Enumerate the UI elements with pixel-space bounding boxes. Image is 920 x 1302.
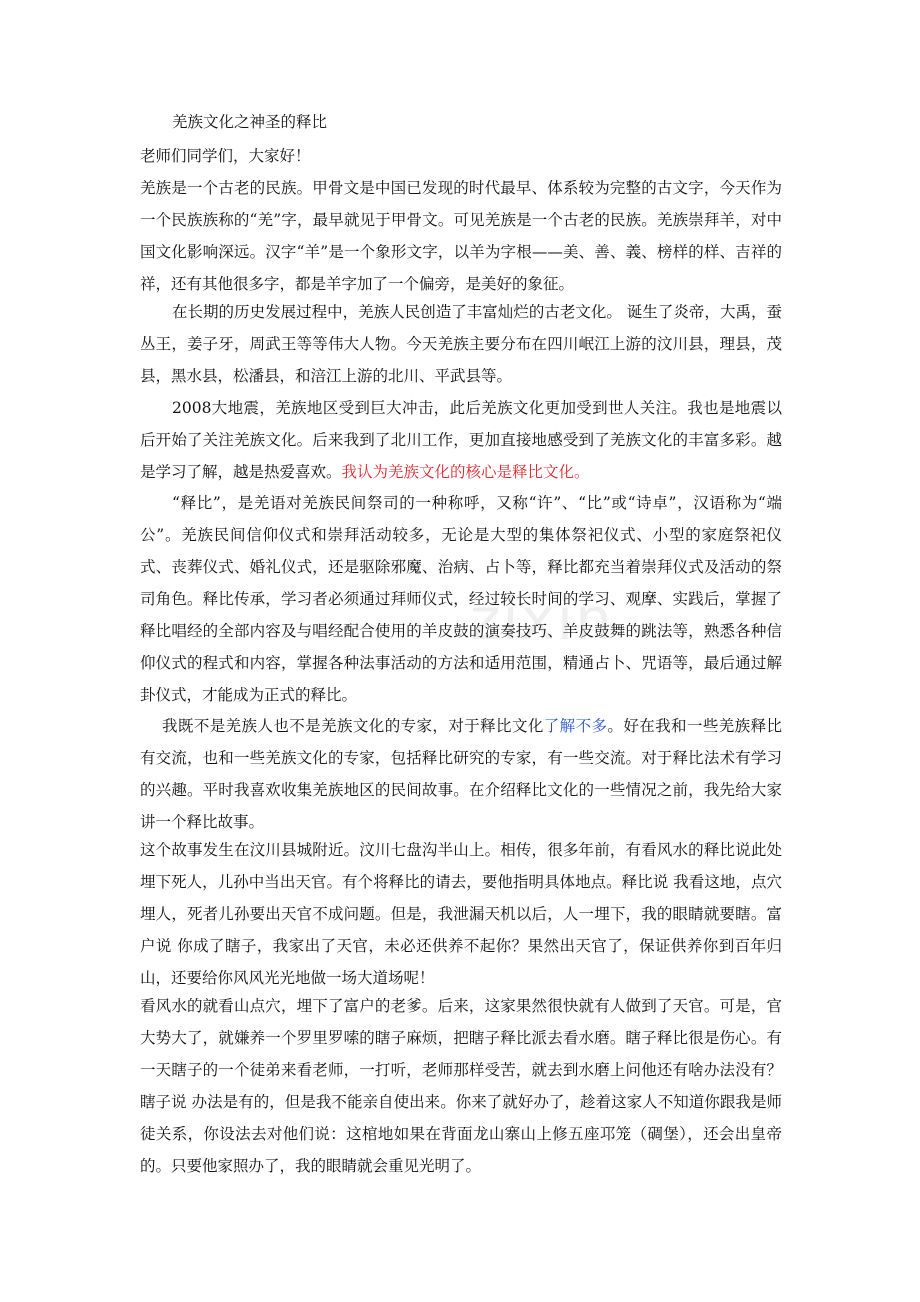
watermark: zixin xyxy=(470,585,614,653)
paragraph-4: “释比”，是羌语对羌族民间祭司的一种称呼，又称“许”、“比”或“诗卓”，汉语称为“端公”。羌族民间信仰仪式和崇拜活动较多，无论是大型的集体祭祀仪式、小型的家庭祭祀仪式、丧葬仪式、婚礼仪式，还是驱除邪魔、治病、占卜等，释比都充当着崇拜仪式及活动的祭司角色。释比传承，学习者必须通过拜师仪式，经过较长时间的学习、观摩、实践后，掌握了释比唱经的全部内容及与唱经配合使用的羊皮鼓的演奏技巧、羊皮鼓舞的跳法等，熟悉各种信仰仪式的程式和内容，掌握各种法事活动的方法和适用范围，精通占卜、咒语等，最后通过解卦仪式，才能成为正式的释比。 xyxy=(140,494,782,704)
paragraph-1: 羌族是一个古老的民族。甲骨文是中国已发现的时代最早、体系较为完整的古文字，今天作为一个民族族称的“羌”字，最早就见于甲骨文。可见羌族是一个古老的民族。羌族崇拜羊，对中国文化影响深远。汉字“羊”是一个象形文字，以羊为字根——美、善、義、榜样的样、吉祥的祥，还有其他很多字，都是羊字加了一个偏旁，是美好的象征。 xyxy=(140,179,782,293)
paragraph-6: 这个故事发生在汶川县城附近。汶川七盘沟半山上。相传，很多年前，有看风水的释比说此处埋下死人，儿孙中当出天官。有个将释比的请去，要他指明具体地点。释比说 我看这地，点穴埋人，死者儿孙要出天官不成问题。但是，我泄漏天机以后，人一埋下，我的眼睛就要瞎。富户说 你成了瞎子，我家出了天官，未必还供养不起你？果然出天官了，保证供养你到百年归山，还要给你风风光光地做一场大道场呢！ xyxy=(140,841,782,987)
greeting: 老师们同学们，大家好！ xyxy=(140,147,311,165)
paragraph-3-text: 2008大地震，羌族地区受到巨大冲击，此后羌族文化更加受到世人关注。我也是地震以后开始了关注羌族文化。后来我到了北川工作，更加直接地感受到了羌族文化的丰富多彩。越是学习了解，越是热爱喜欢。 xyxy=(140,399,782,481)
paragraph-2: 在长期的历史发展过程中，羌族人民创造了丰富灿烂的古老文化。 诞生了炎帝，大禹，蚕丛王，姜子牙，周武王等等伟大人物。今天羌族主要分布在四川岷江上游的汶川县，理县，茂县，黑水县，松潘县，和涪江上游的北川、平武县等。 xyxy=(140,303,782,385)
paragraph-5 xyxy=(140,710,782,838)
paragraph-5-text-b: 。好在我和一些羌族释比有交流，也和一些羌族文化的专家，包括释比研究的专家，有一些交流。对于释比法术有学习的兴趣。平时我喜欢收集羌族地区的民间故事。在介绍释比文化的一些情况之前，我先给大家讲一个释比故事。 xyxy=(140,717,782,831)
paragraph-7: 看风水的就看山点穴，埋下了富户的老爹。后来，这家果然很快就有人做到了天官。可是，官大势大了，就嫌养一个罗里罗嗦的瞎子麻烦，把瞎子释比派去看水磨。瞎子释比很是伤心。有一天瞎子的一个徒弟来看老师，一打听，老师那样受苦，就去到水磨上问他还有啥办法没有？瞎子说 办法是有的，但是我不能亲自使出来。你来了就好办了，趁着这家人不知道你跟我是师徒关系，你设法去对他们说：这棺地如果在背面龙山寨山上修五座邛笼（碉堡），还会出皇帝的。只要他家照办了，我的眼睛就会重见光明了。 xyxy=(140,997,782,1175)
inline-link[interactable]: 了解不多 xyxy=(543,717,608,735)
document-title: 羌族文化之神圣的释比 xyxy=(172,113,328,131)
paragraph-3 xyxy=(140,392,782,488)
highlighted-sentence: 我认为羌族文化的核心是释比文化。 xyxy=(341,463,590,481)
paragraph-5-text-a: 我既不是羌族人也不是羌族文化的专家，对于释比文化 xyxy=(162,717,544,735)
